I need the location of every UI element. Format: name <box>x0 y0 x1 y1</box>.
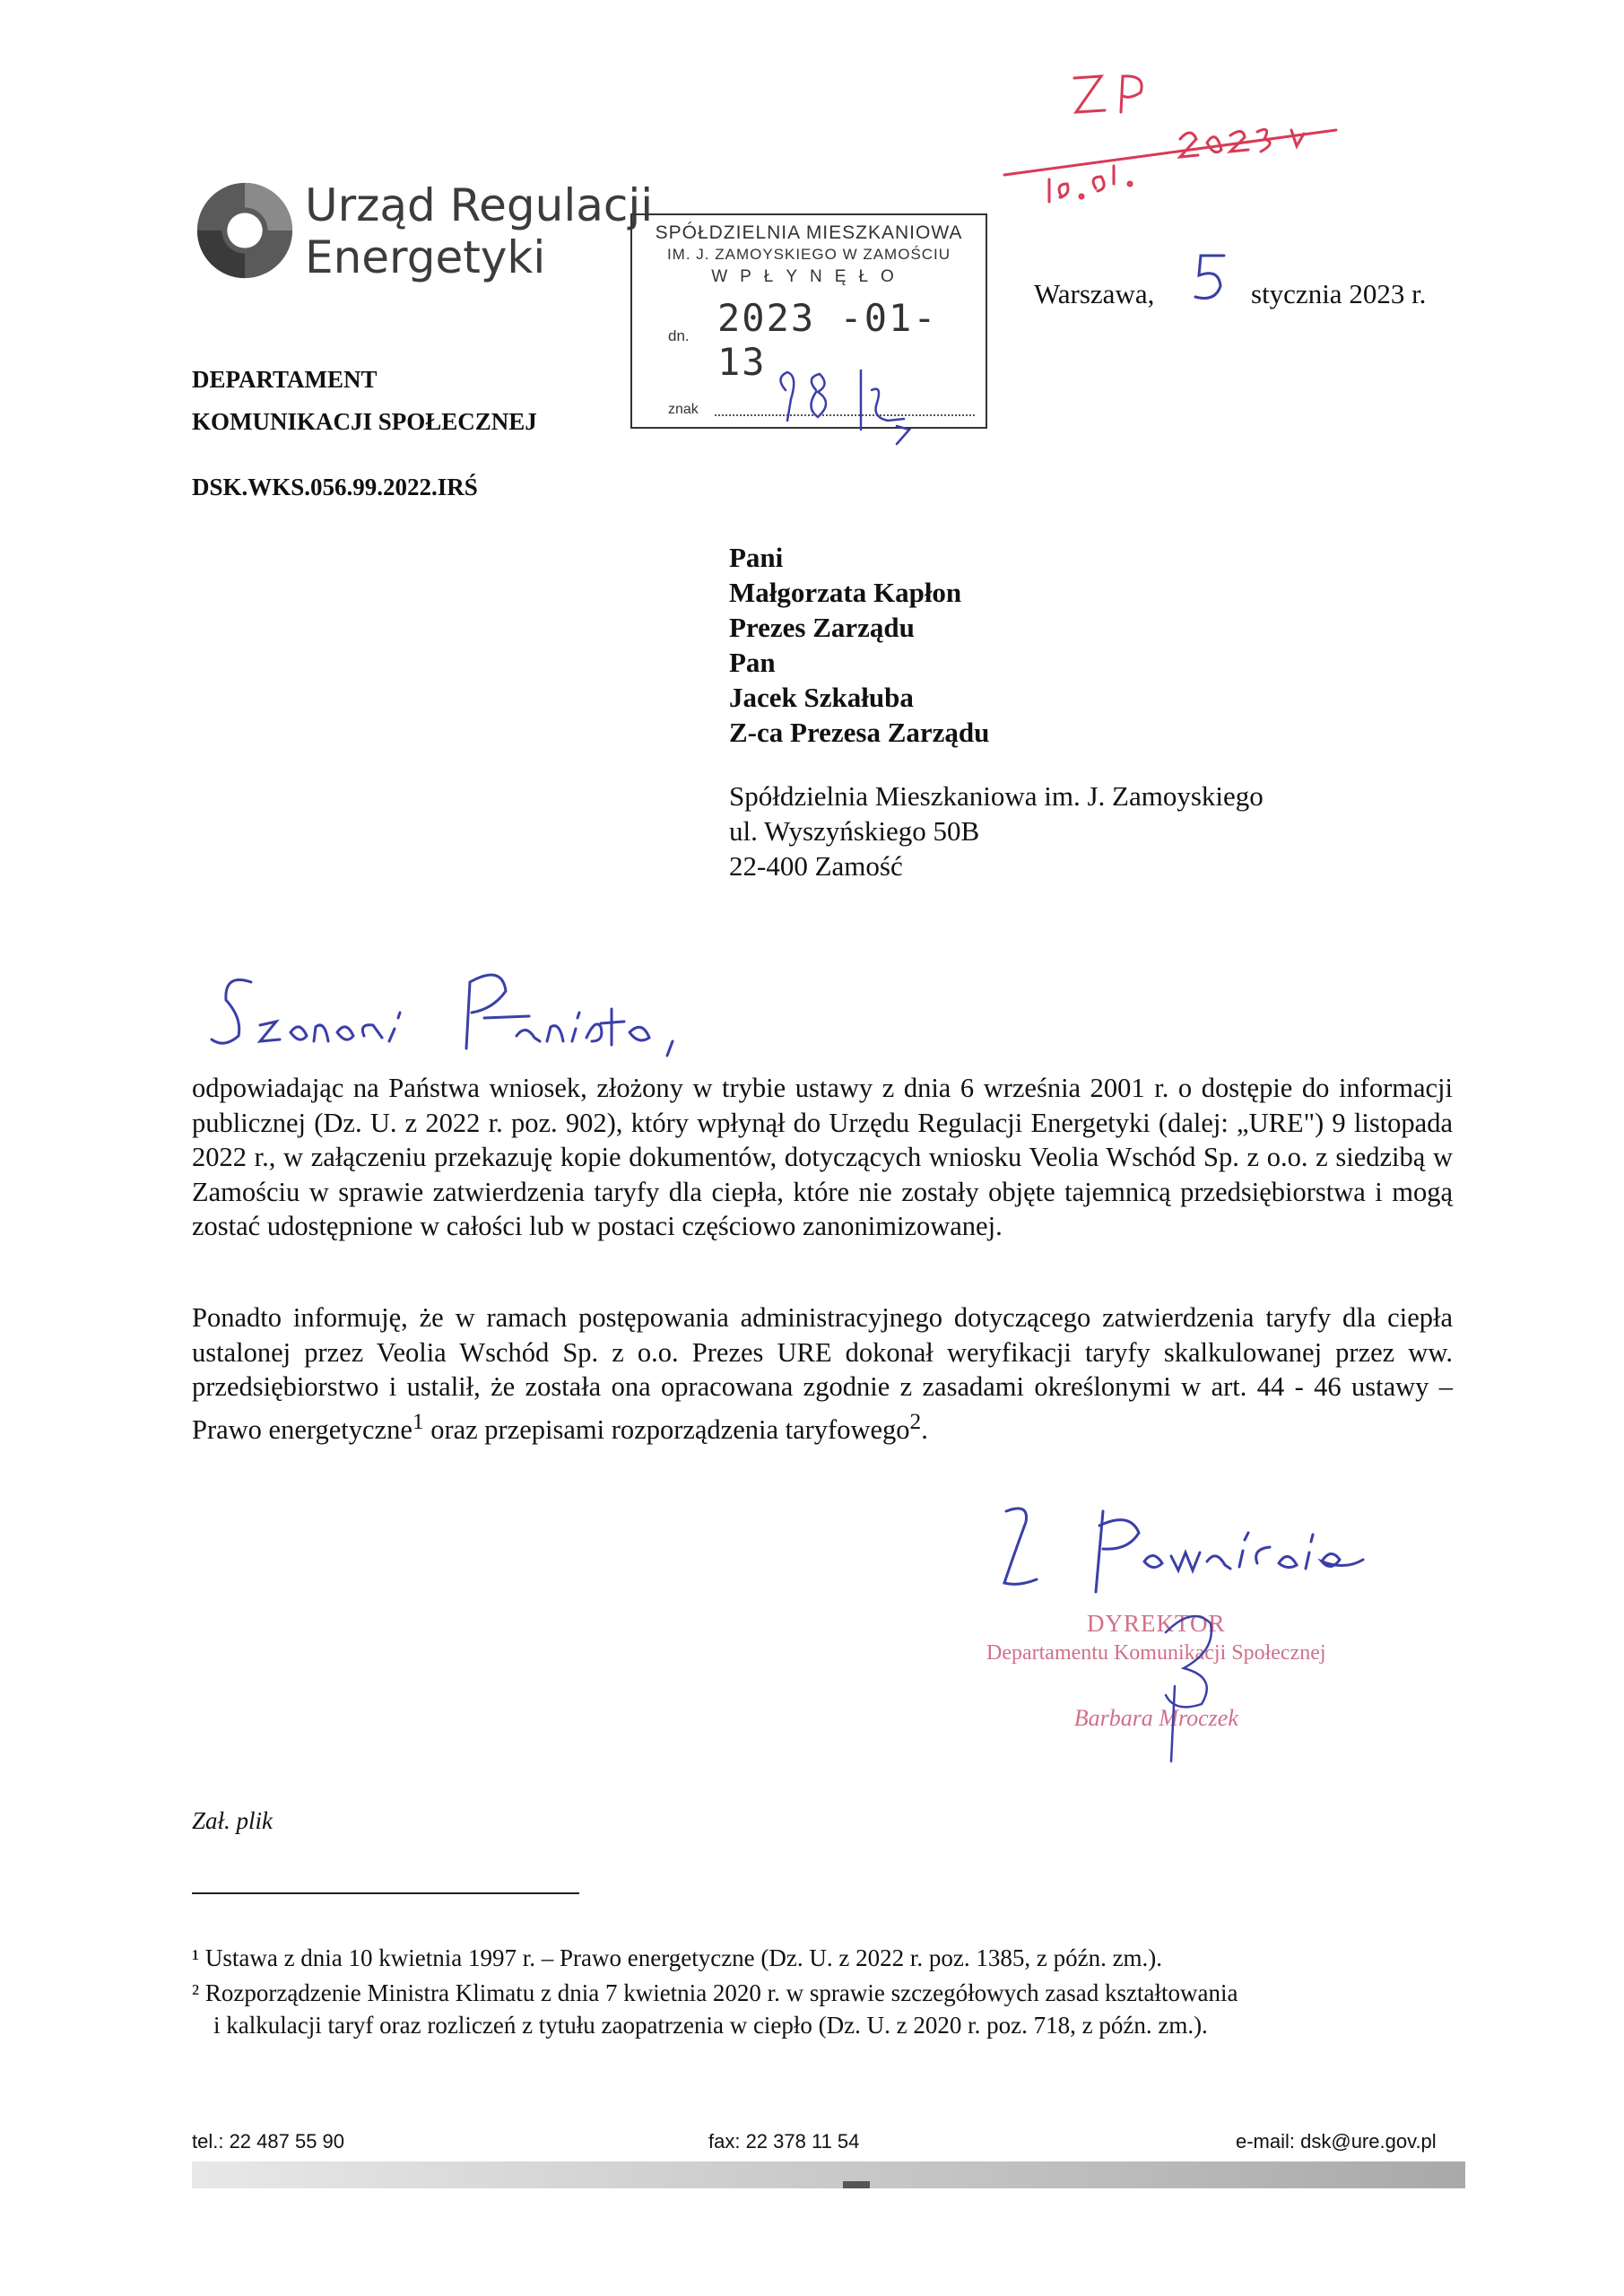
recipient-line: Jacek Szkałuba <box>729 682 914 713</box>
signature-title: DYREKTOR <box>1087 1610 1226 1637</box>
footnote-ref-1: 1 <box>412 1408 424 1434</box>
recipient-line: Pan <box>729 647 776 678</box>
handwritten-registration-note <box>995 49 1354 220</box>
address-line: 22-400 Zamość <box>729 850 903 882</box>
logo-line-1: Urząd Regulacji <box>305 179 654 231</box>
handwritten-signoff <box>986 1493 1381 1610</box>
footnote-2-line-2: i kalkulacji taryf oraz rozliczeń z tytułu zaopatrzenia w ciepło (Dz. U. z 2020 r. poz. 718, z późn. zm.). <box>213 2012 1208 2039</box>
footer-phone: tel.: 22 487 55 90 <box>192 2130 345 2152</box>
signature-department: Departamentu Komunikacji Społecznej <box>986 1641 1326 1665</box>
logo-line-2: Energetyki <box>305 231 546 283</box>
footer-bar <box>192 2161 1465 2188</box>
body-paragraph-2-text-cont: oraz przepisami rozporządzenia taryfowego <box>423 1413 910 1445</box>
recipient-address <box>729 778 1264 883</box>
signature-name: Barbara Mroczek <box>1073 1705 1238 1731</box>
handwritten-signature <box>1139 1596 1238 1767</box>
address-line: Spółdzielnia Mieszkaniowa im. J. Zamoyskiego <box>729 780 1264 812</box>
ure-logo-text <box>305 179 653 283</box>
recipient-line: Prezes Zarządu <box>729 612 915 643</box>
department-name <box>192 359 537 443</box>
stamp-date: 2023 -01- 13 <box>717 296 938 384</box>
handwritten-day <box>1188 247 1242 309</box>
stamp-line-2: IM. J. ZAMOYSKIEGO W ZAMOŚCIU <box>666 246 951 263</box>
attachment-note: Zał. plik <box>192 1807 274 1834</box>
address-line: ul. Wyszyńskiego 50B <box>729 815 980 847</box>
footnote-ref-2: 2 <box>909 1408 922 1434</box>
reference-number: DSK.WKS.056.99.2022.IRŚ <box>192 474 478 500</box>
footnote-1: ¹ Ustawa z dnia 10 kwietnia 1997 r. – Prawo energetyczne (Dz. U. z 2022 r. poz. 1385, z późn. zm.). <box>192 1944 1163 1971</box>
stamp-line-3: WPŁYNĘŁO <box>711 267 907 286</box>
handwritten-stamp-number <box>771 363 933 462</box>
footer-bar-mark <box>843 2181 870 2188</box>
date-line <box>1034 278 1154 310</box>
recipient-line: Małgorzata Kapłon <box>729 577 962 608</box>
body-paragraph-1: odpowiadając na Państwa wniosek, złożony w trybie ustawy z dnia 6 września 2001 r. o dostępie do informacji publicznej (Dz. U. z 2022 r. poz. 902), który wpłynął do Urzędu Regulacji Energetyki (dalej: „URE") 9 listopada 2022 r., w załączeniu przekazuję kopie dokumentów, dotyczących wniosku Veolia Wschód Sp. z o.o. z siedzibą w Zamościu w sprawie zatwierdzenia taryfy dla ciepła, które nie zostały objęte tajemnicą przedsiębiorstwa i mogą zostać udostępnione w całości lub w postaci częściowo zanonimizowanej. <box>192 1073 1453 1241</box>
department-line-1: DEPARTAMENT <box>192 366 378 393</box>
date-city: Warszawa, <box>1034 278 1155 309</box>
stamp-znak-label: znak <box>668 402 699 417</box>
footnote-2-line-1: ² Rozporządzenie Ministra Klimatu z dnia 7 kwietnia 2020 r. w sprawie szczegółowych zasad kształtowania <box>192 1979 1238 2006</box>
handwritten-greeting <box>206 955 708 1063</box>
department-line-2: KOMUNIKACJI SPOŁECZNEJ <box>192 408 537 435</box>
body-paragraph-2 <box>192 1300 1453 1447</box>
recipient-line: Z-ca Prezesa Zarządu <box>729 717 990 748</box>
body-paragraph-2-text: Ponadto informuję, że w ramach postępowania administracyjnego dotyczącego zatwierdzenia taryfy dla ciepła ustalonej przez Veolia Wschód Sp. z o.o. Prezes URE dokonał weryfikacji taryfy skalkulowanej przez ww. przedsiębiorstwo i ustalił, że została ona opracowana zgodnie z zasadami określonymi w art. 44 - 46 ustawy – Prawo energetyczne <box>192 1302 1453 1445</box>
recipient-block <box>729 540 989 750</box>
footnote-2 <box>192 1977 1465 2041</box>
footnote-separator <box>192 1892 579 1894</box>
recipient-line: Pani <box>729 542 784 573</box>
footer-email: e-mail: dsk@ure.gov.pl <box>1236 2130 1437 2152</box>
stamp-line-1: SPÓŁDZIELNIA MIESZKANIOWA <box>655 222 963 243</box>
stamp-dn-label: dn. <box>668 327 690 344</box>
ure-logo-icon <box>192 178 298 283</box>
date-month-year: stycznia 2023 r. <box>1251 278 1427 309</box>
body-paragraph-2-end: . <box>921 1413 928 1445</box>
footer-fax: fax: 22 378 11 54 <box>708 2130 860 2152</box>
